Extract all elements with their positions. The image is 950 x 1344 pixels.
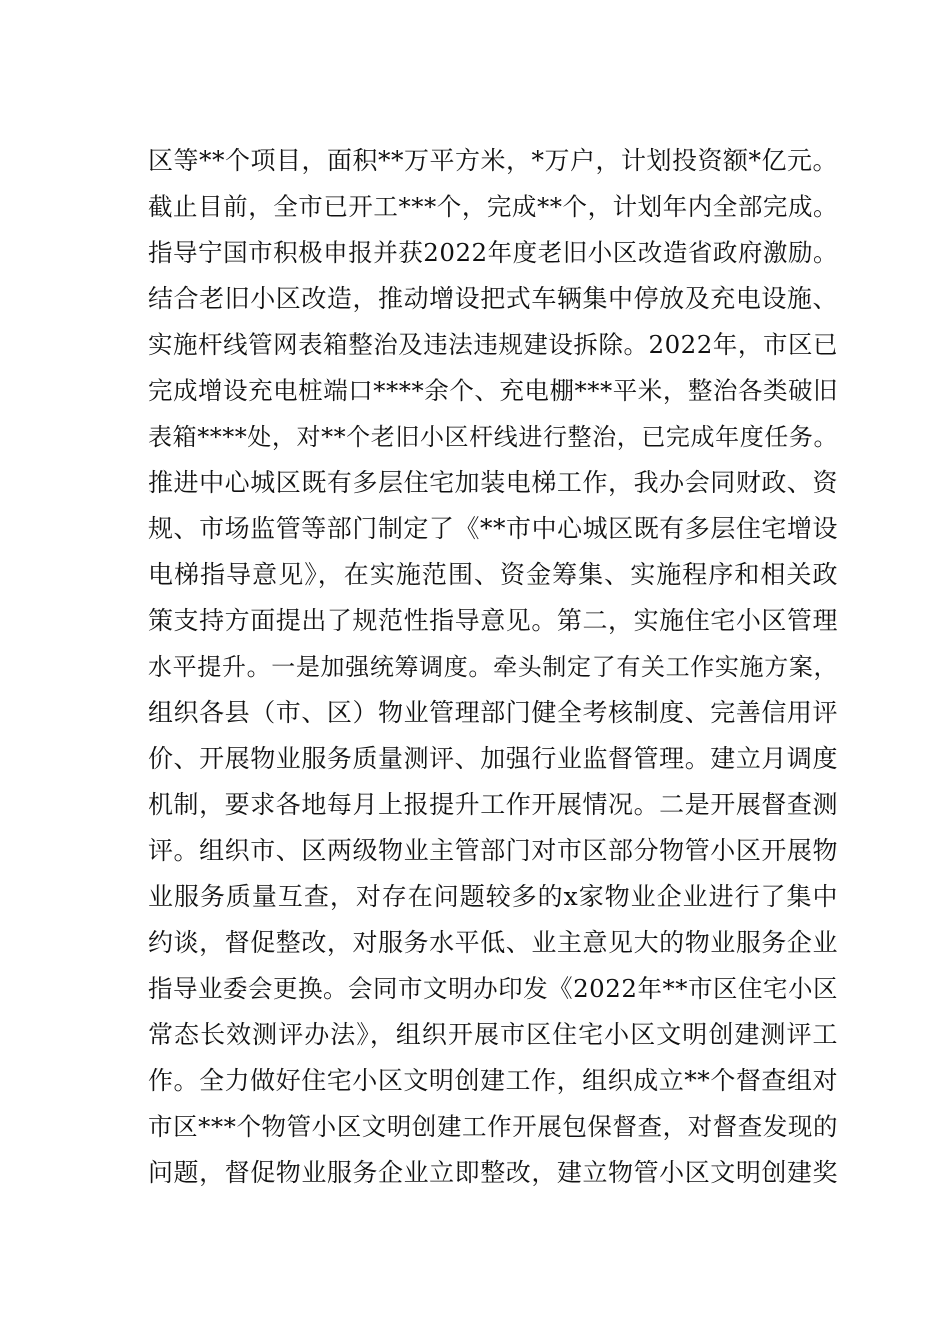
text-line-12: 水平提升。一是加强统筹调度。牵头制定了有关工作实施方案， xyxy=(148,653,838,681)
text-line-3: 指导宁国市积极申报并获2022年度老旧小区改造省政府激励。 xyxy=(148,238,838,267)
text-line-6: 完成增设充电桩端口****余个、充电棚***平米，整治各类破旧 xyxy=(148,376,838,405)
text-line-2: 截止目前，全市已开工***个，完成**个，计划年内全部完成。 xyxy=(148,192,838,221)
text-line-14: 价、开展物业服务质量测评、加强行业监督管理。建立月调度 xyxy=(148,744,838,773)
text-line-1: 区等**个项目，面积**万平方米，*万户，计划投资额*亿元。 xyxy=(148,146,839,175)
text-line-7: 表箱****处，对**个老旧小区杆线进行整治，已完成年度任务。 xyxy=(148,423,838,451)
text-line-10: 电梯指导意见》，在实施范围、资金筹集、实施程序和相关政 xyxy=(148,560,838,589)
text-line-17: 业服务质量互查，对存在问题较多的x家物业企业进行了集中 xyxy=(148,882,838,911)
text-line-22: 市区***个物管小区文明创建工作开展包保督查，对督查发现的 xyxy=(148,1112,838,1141)
text-line-9: 规、市场监管等部门制定了《**市中心城区既有多层住宅增设 xyxy=(148,514,838,543)
text-line-23: 问题，督促物业服务企业立即整改，建立物管小区文明创建奖 xyxy=(148,1158,838,1187)
text-line-11: 策支持方面提出了规范性指导意见。第二，实施住宅小区管理 xyxy=(148,606,838,635)
text-line-19: 指导业委会更换。会同市文明办印发《2022年**市区住宅小区 xyxy=(148,974,838,1003)
body-text xyxy=(148,138,838,1196)
text-line-16: 评。组织市、区两级物业主管部门对市区部分物管小区开展物 xyxy=(148,836,838,865)
text-line-8: 推进中心城区既有多层住宅加装电梯工作，我办会同财政、资 xyxy=(148,468,838,497)
text-line-13: 组织各县（市、区）物业管理部门健全考核制度、完善信用评 xyxy=(148,698,838,727)
text-line-15: 机制，要求各地每月上报提升工作开展情况。二是开展督查测 xyxy=(148,790,838,819)
text-line-18: 约谈，督促整改，对服务水平低、业主意见大的物业服务企业 xyxy=(148,928,838,957)
text-line-21: 作。全力做好住宅小区文明创建工作，组织成立**个督查组对 xyxy=(148,1066,838,1095)
text-line-5: 实施杆线管网表箱整治及违法违规建设拆除。2022年，市区已 xyxy=(148,330,838,359)
text-line-20: 常态长效测评办法》，组织开展市区住宅小区文明创建测评工 xyxy=(148,1020,838,1049)
text-line-4: 结合老旧小区改造，推动增设把式车辆集中停放及充电设施、 xyxy=(148,284,838,313)
